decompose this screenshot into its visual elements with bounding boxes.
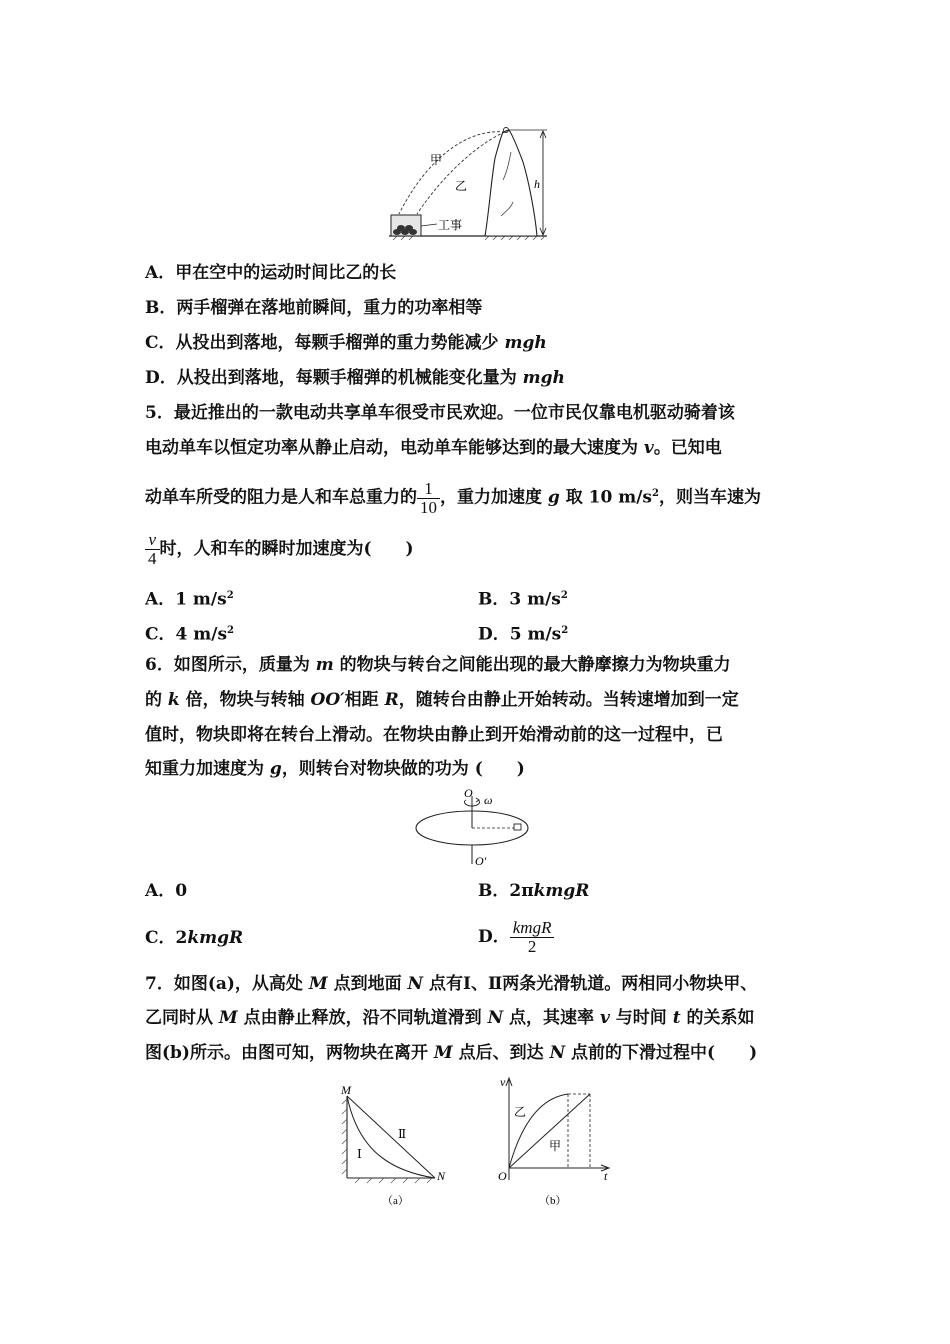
t-axis-label: t (604, 1169, 608, 1183)
q6-stem-line4: 知重力加速度为 g，则转台对物块做的功为 ( ) (145, 759, 525, 779)
q7-stem-line3: 图(b)所示。由图可知，两物块在离开 M 点后、到达 N 点前的下滑过程中( ) (145, 1043, 758, 1063)
q6-option-d: D． $\frac{\text{kmgR}}{2}$ (478, 912, 554, 962)
point-m-label: M (341, 1083, 351, 1097)
q4-option-c: C．从投出到落地，每颗手榴弹的重力势能减少 mgh (145, 333, 547, 353)
q6-option-c: C．2kmgR (145, 928, 244, 948)
trajectory-yi-label: 乙 (455, 179, 468, 193)
figure-b-caption: （b） (539, 1195, 567, 1207)
q4-option-d: D．从投出到落地，每颗手榴弹的机械能变化量为 mgh (145, 368, 565, 388)
trajectory-jia-label: 甲 (430, 153, 443, 167)
turntable-figure (412, 786, 532, 868)
vt-graph-figure-b (492, 1072, 617, 1212)
q5-speed-fraction: $\frac{v}{4}$ (145, 531, 160, 568)
q5-option-a: A．1 $m/s^2$ (145, 589, 234, 610)
q5-stem-line2: 电动单车以恒定功率从静止启动，电动单车能够达到的最大速度为 v。已知电 (145, 438, 722, 458)
bunker-label: 工事 (438, 218, 463, 232)
height-label: h (534, 177, 540, 191)
q5-option-d: D．5 $m/s^2$ (478, 624, 569, 645)
q6-stem-line1: 6．如图所示，质量为 m 的物块与转台之间能出现的最大静摩擦力为物块重力 (145, 655, 731, 675)
v-axis-label: v (500, 1075, 506, 1089)
q6-option-a: A．0 (145, 881, 188, 901)
q4-option-a: A．甲在空中的运动时间比乙的长 (145, 263, 397, 283)
q5-stem-line3: 动单车所受的阻力是人和车总重力的 $\frac{1}{10}$ ，重力加速度 g 取 10 $m/s^2$，则当车速为 (145, 478, 761, 517)
grenade-trajectory-figure (385, 122, 550, 247)
point-n-label: N (437, 1169, 446, 1183)
q5-stem-line1: 5．最近推出的一款电动共享单车很受市民欢迎。一位市民仅靠电机驱动骑着该 (145, 403, 735, 423)
q7-stem-line1: 7．如图(a)，从高处 M 点到地面 N 点有Ⅰ、Ⅱ两条光滑轨道。两相同小物块甲、 (145, 974, 758, 994)
q6-stem-line2: 的 k 倍，物块与转轴 OO′相距 R，随转台由静止开始转动。当转速增加到一定 (145, 690, 739, 710)
origin-label: O (498, 1169, 507, 1183)
axis-bottom-label: O′ (475, 854, 487, 868)
q7-stem-line2: 乙同时从 M 点由静止释放，沿不同轨道滑到 N 点，其速率 v 与时间 t 的关系如 (145, 1008, 755, 1028)
q5-option-b: B．3 $m/s^2$ (478, 589, 568, 610)
q5-fraction: $\frac{1}{10}$ (417, 480, 440, 517)
omega-label: ω (484, 793, 493, 807)
axis-top-label: O (464, 786, 473, 800)
q4-option-b: B．两手榴弹在落地前瞬间，重力的功率相等 (145, 298, 483, 318)
q5-stem-line4: $\frac{v}{4}$ 时，人和车的瞬时加速度为( ) (145, 529, 414, 569)
tracks-figure-a (335, 1082, 455, 1212)
q5-option-c: C．4 $m/s^2$ (145, 624, 235, 645)
track-ii-label: Ⅱ (398, 1127, 407, 1141)
line-jia-label: 甲 (549, 1139, 562, 1153)
q6-option-d-fraction: $\frac{\text{kmgR}}{2}$ (510, 919, 555, 956)
curve-yi-label: 乙 (514, 1105, 527, 1119)
track-i-label: Ⅰ (357, 1147, 362, 1161)
figure-a-caption: （a） (382, 1195, 409, 1207)
q6-option-b: B．2πkmgR (478, 881, 590, 901)
q6-stem-line3: 值时，物块即将在转台上滑动。在物块由静止到开始滑动前的这一过程中，已 (145, 725, 723, 745)
